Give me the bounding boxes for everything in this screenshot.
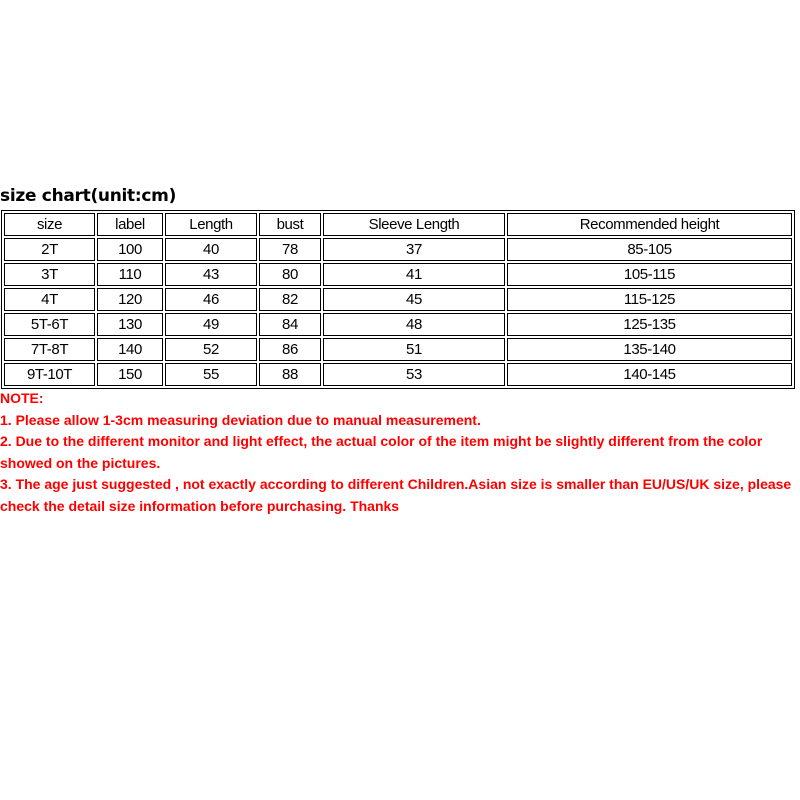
table-cell: 115-125 (507, 288, 792, 311)
table-cell: 130 (97, 313, 163, 336)
table-cell: 46 (165, 288, 257, 311)
table-row (4, 313, 792, 336)
header-cell-size: size (4, 213, 95, 236)
notes-section (0, 388, 798, 517)
table-cell: 40 (165, 238, 257, 261)
table-cell: 110 (97, 263, 163, 286)
table-cell: 80 (259, 263, 321, 286)
table-cell: 82 (259, 288, 321, 311)
table-cell: 48 (323, 313, 505, 336)
table-cell: 52 (165, 338, 257, 361)
note-item: 3. The age just suggested , not exactly according to different Children.Asian size is smaller than EU/US/UK size, please check the detail size information before purchasing. Thanks (0, 476, 792, 514)
table-cell: 125-135 (507, 313, 792, 336)
table-cell: 100 (97, 238, 163, 261)
table-cell: 86 (259, 338, 321, 361)
table-row (4, 238, 792, 261)
size-chart-title: size chart(unit:cm) (0, 186, 177, 206)
table-cell: 135-140 (507, 338, 792, 361)
table-cell: 88 (259, 363, 321, 386)
note-item: 1. Please allow 1-3cm measuring deviation due to manual measurement. (0, 411, 481, 428)
size-chart-table (1, 210, 795, 389)
table-cell: 51 (323, 338, 505, 361)
header-cell-sleeve-length: Sleeve Length (323, 213, 505, 236)
table-cell: 3T (4, 263, 95, 286)
table-cell: 7T-8T (4, 338, 95, 361)
table-cell: 55 (165, 363, 257, 386)
header-cell-bust: bust (259, 213, 321, 236)
table-cell: 41 (323, 263, 505, 286)
table-cell: 84 (259, 313, 321, 336)
table-header-row (4, 213, 792, 236)
table-cell: 140 (97, 338, 163, 361)
table-cell: 150 (97, 363, 163, 386)
table-cell: 4T (4, 288, 95, 311)
table-cell: 85-105 (507, 238, 792, 261)
table-cell: 53 (323, 363, 505, 386)
table-cell: 49 (165, 313, 257, 336)
table-cell: 140-145 (507, 363, 792, 386)
table-cell: 120 (97, 288, 163, 311)
table-cell: 43 (165, 263, 257, 286)
table-cell: 105-115 (507, 263, 792, 286)
table-cell: 37 (323, 238, 505, 261)
table-row (4, 263, 792, 286)
table-cell: 2T (4, 238, 95, 261)
table-cell: 78 (259, 238, 321, 261)
notes-heading: NOTE: (0, 390, 44, 406)
note-item: 2. Due to the different monitor and light effect, the actual color of the item might be slightly different from the color showed on the pictures. (0, 433, 763, 471)
table-row (4, 338, 792, 361)
table-cell: 45 (323, 288, 505, 311)
table-row (4, 288, 792, 311)
table-cell: 9T-10T (4, 363, 95, 386)
header-cell-recommended-height: Recommended height (507, 213, 792, 236)
header-cell-length: Length (165, 213, 257, 236)
header-cell-label: label (97, 213, 163, 236)
table-cell: 5T-6T (4, 313, 95, 336)
table-row (4, 363, 792, 386)
